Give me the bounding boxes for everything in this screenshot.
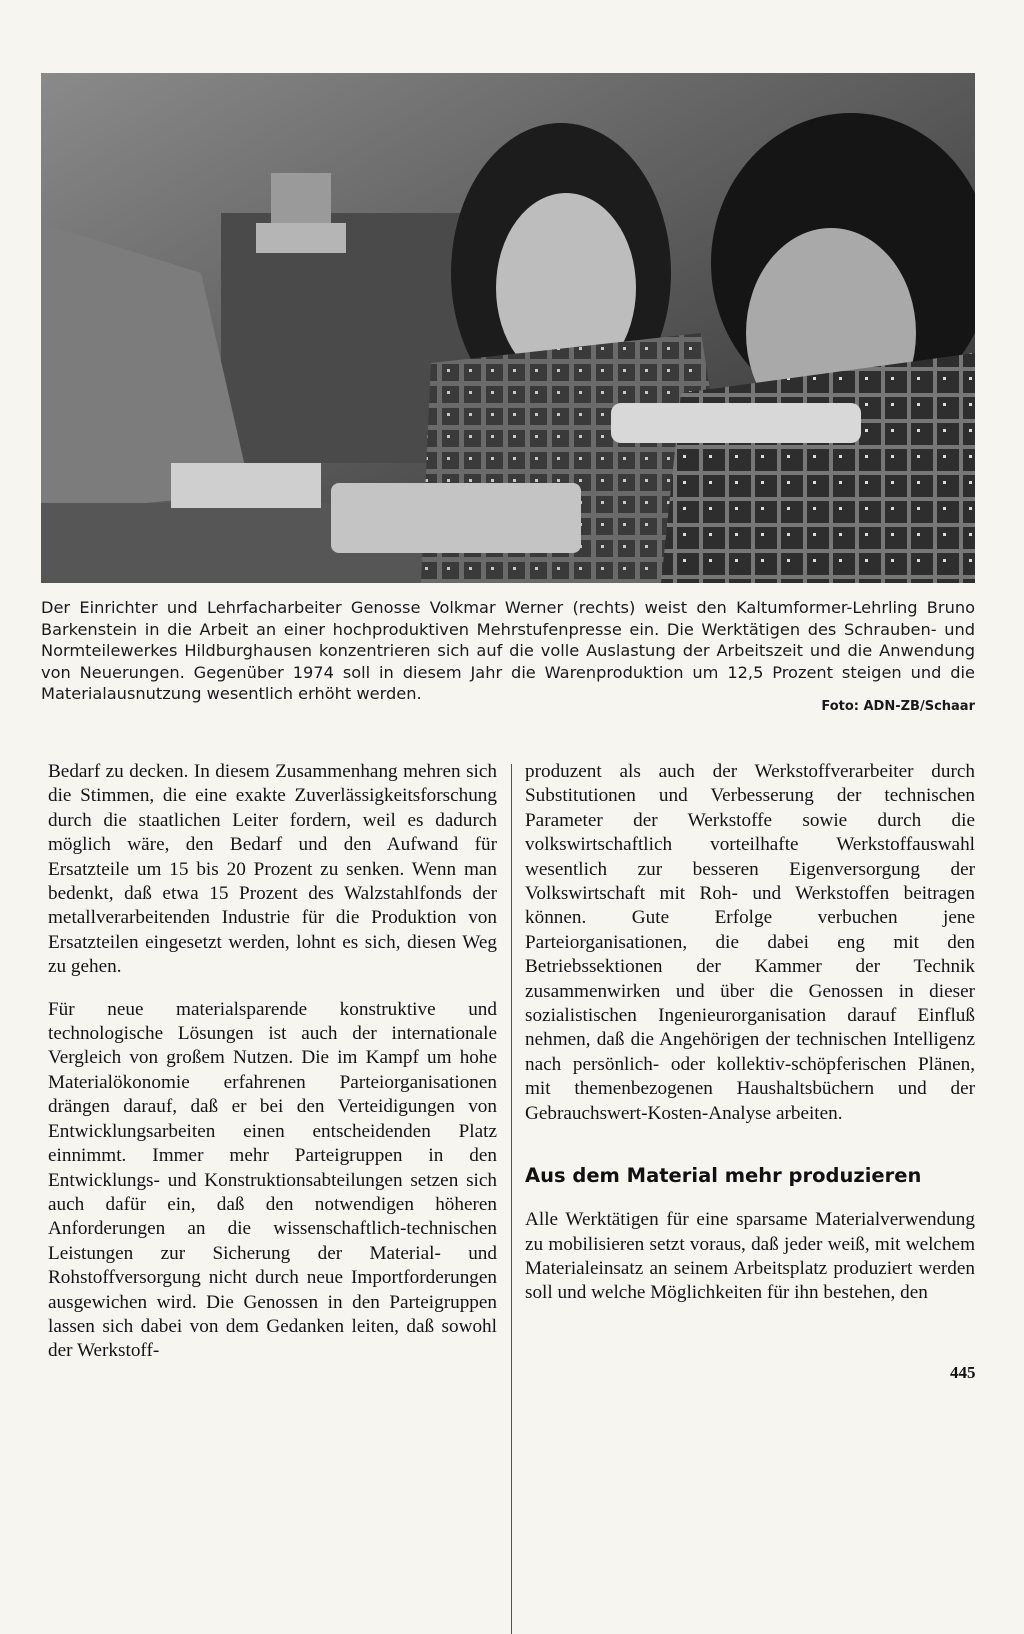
left-column [48,760,497,1382]
section-heading: Aus dem Material mehr produzieren [525,1164,922,1188]
photo-credit: Foto: ADN-ZB/Schaar [821,699,975,714]
page-number: 445 [950,1363,976,1382]
column-divider [511,764,513,1634]
paragraph: Alle Werktätigen für eine sparsame Materialverwendung zu mobilisieren setzt voraus, daß jeder weiß, mit welchem Materialeinsatz an seinem Arbeitsplatz produziert werden soll und welche Möglichkeiten für ihn bestehen, den [525,1209,975,1304]
photo [41,73,975,583]
right-column [525,760,975,1324]
paragraph: Bedarf zu decken. In diesem Zusammenhang mehren sich die Stimmen, die eine exakte Zuverlässigkeitsforschung durch die staatlichen Leiter fordern, weil es dadurch möglich wäre, den Bedarf und den Aufwand für Ersatzteile um 15 bis 20 Prozent zu senken. Wenn man bedenkt, daß etwa 15 Prozent des Walzstahlfonds der metallverarbeitenden Industrie für die Produktion von Ersatzteilen eingesetzt werden, lohnt es sich, diesen Weg zu gehen. [48,761,497,978]
paragraph: produzent als auch der Werkstoffverarbeiter durch Substitutionen und Verbesserung der technischen Parameter der Werkstoffe sowie durch die volkswirtschaftlich vorteilhafte Werkstoffauswahl wesentlich zur besseren Eigenversorgung der Volkswirtschaft mit Roh- und Werkstoffen beitragen können. Gute Erfolge verbuchen jene Parteiorganisationen, die dabei eng mit den Betriebssektionen der Kammer der Technik zusammenwirken und über die Genossen in dieser sozialistischen Ingenieurorganisation darauf Einfluß nehmen, daß die Angehörigen der technischen Intelligenz nach persönlich- oder kollektiv-schöpferischen Plänen, mit themenbezogenen Haushaltsbüchern und der Gebrauchswert-Kosten-Analyse arbeiten. [525,761,975,1124]
paragraph: Für neue materialsparende konstruktive und technologische Lösungen ist auch der internationale Vergleich von großem Nutzen. Die im Kampf um hohe Materialökonomie erfahrenen Parteiorganisationen drängen darauf, daß er bei den Verteidigungen von Entwicklungsarbeiten einen entscheidenden Platz einnimmt. Immer mehr Parteigruppen in den Entwicklungs- und Konstruktionsabteilungen setzen sich auch dafür ein, daß den notwendigen höheren Anforderungen an die wissenschaftlich-technischen Leistungen zur Sicherung der Material- und Rohstoffversorgung nicht durch neue Importforderungen ausgewichen wird. Die Genossen in den Parteigruppen lassen sich dabei von dem Gedanken leiten, daß sowohl der Werkstoff- [48,998,497,1362]
photo-image [41,73,975,583]
photo-caption: Der Einrichter und Lehrfacharbeiter Genosse Volkmar Werner (rechts) weist den Kaltumformer-Lehrling Bruno Barkenstein in die Arbeit an einer hochproduktiven Mehrstufenpresse ein. Die Werktätigen des Schrauben- und Normteilewerkes Hildburghausen konzentrieren sich auf die volle Auslastung der Arbeitszeit und die Anwendung von Neuerungen. Gegenüber 1974 soll in diesem Jahr die Warenproduktion um 12,5 Prozent steigen und die Materialausnutzung wesentlich erhöht werden. [41,598,975,704]
